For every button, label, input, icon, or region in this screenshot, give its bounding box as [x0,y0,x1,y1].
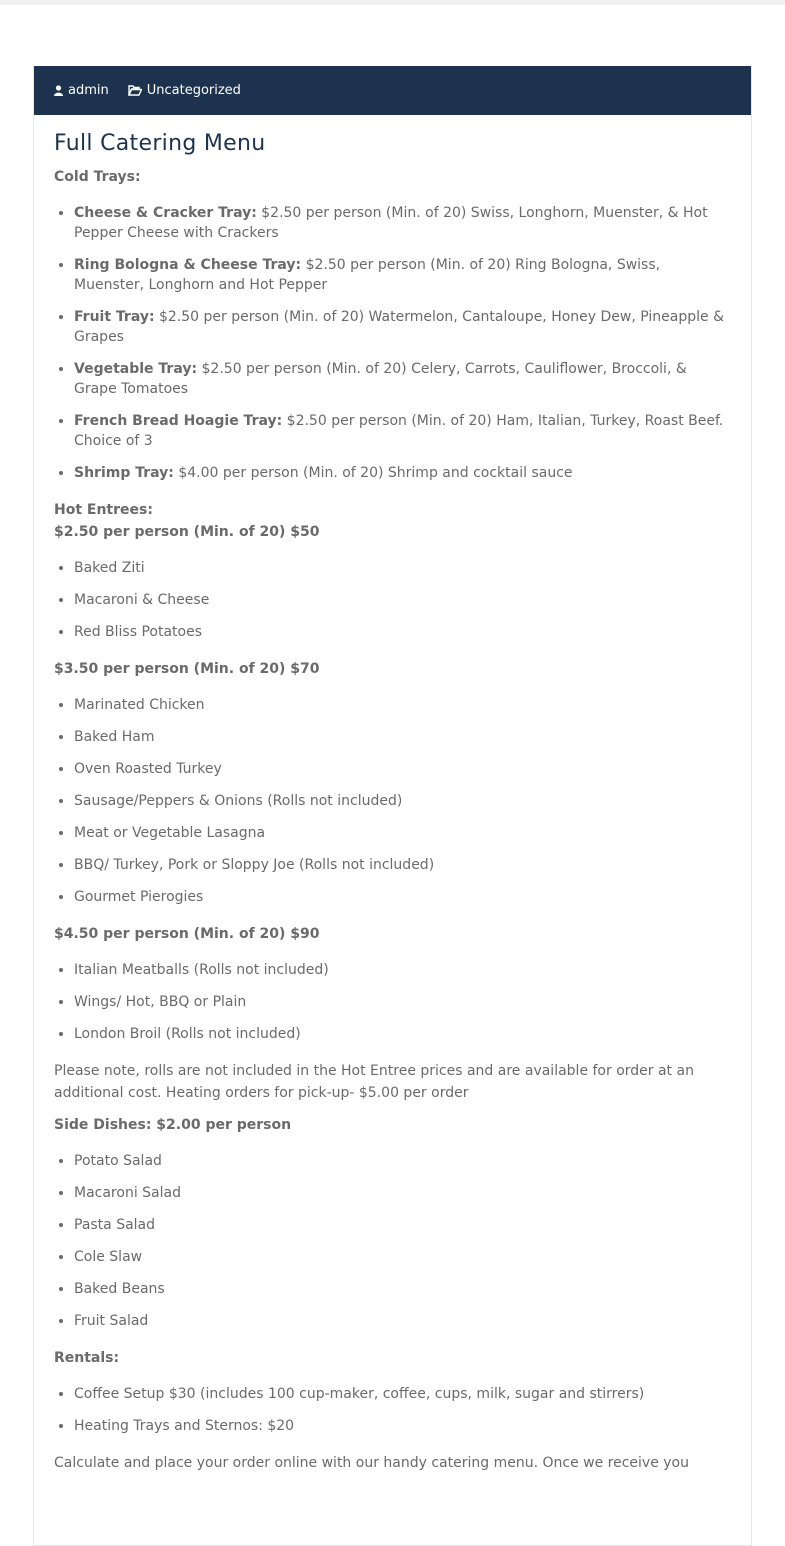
list-item: • Pasta Salad [74,1215,731,1235]
list-item: • BBQ/ Turkey, Pork or Sloppy Joe (Rolls not included) [74,855,731,875]
hot-entrees-tier2-list [54,695,731,907]
list-item: • Marinated Chicken [74,695,731,715]
hot-entrees-tier1-price: $2.50 per person (Min. of 20) $50 [54,524,320,540]
list-item [74,203,731,243]
author-link[interactable] [54,83,109,98]
list-item: • Sausage/Peppers & Onions (Rolls not included) [74,791,731,811]
hot-entrees-tier1-list [54,558,731,642]
list-item: • Wings/ Hot, BBQ or Plain [74,992,731,1012]
list-item: • Red Bliss Potatoes [74,622,731,642]
hot-entrees-tier3-price: $4.50 per person (Min. of 20) $90 [54,926,320,942]
item-desc: $2.50 per person (Min. of 20) Watermelon, Cantaloupe, Honey Dew, Pineapple & Grapes [74,309,724,345]
item-name: Shrimp Tray: [74,465,174,481]
rolls-note: Please note, rolls are not included in the Hot Entree prices and are available for order at an additional cost. Heating orders for pick-up- $5.00 per order [54,1063,694,1101]
list-item [74,411,731,451]
list-item: • Macaroni & Cheese [74,590,731,610]
list-item [74,463,731,483]
user-icon [54,85,63,96]
list-item: • Italian Meatballs (Rolls not included) [74,960,731,980]
list-item: • Oven Roasted Turkey [74,759,731,779]
post-content [34,115,751,1474]
list-item: • Gourmet Pierogies [74,887,731,907]
list-item: • Coffee Setup $30 (includes 100 cup-maker, coffee, cups, milk, sugar and stirrers) [74,1384,731,1404]
cold-trays-heading: Cold Trays: [54,169,141,185]
list-item: • Meat or Vegetable Lasagna [74,823,731,843]
list-item: • London Broil (Rolls not included) [74,1024,731,1044]
list-item: • Baked Beans [74,1279,731,1299]
list-item: • Potato Salad [74,1151,731,1171]
list-item [74,255,731,295]
post-meta-bar [34,66,751,115]
list-item: • Cole Slaw [74,1247,731,1267]
folder-open-icon [128,85,142,96]
order-text: Calculate and place your order online with our handy catering menu. Once we receive you [54,1455,689,1471]
list-item: • Baked Ham [74,727,731,747]
post-title: Full Catering Menu [54,131,266,156]
side-dishes-list [54,1151,731,1331]
list-item: • Fruit Salad [74,1311,731,1331]
category-name: Uncategorized [146,83,241,98]
list-item [74,307,731,347]
post-card [33,66,752,1546]
list-item: • Heating Trays and Sternos: $20 [74,1416,731,1436]
item-name: Fruit Tray: [74,309,155,325]
item-name: Ring Bologna & Cheese Tray: [74,257,302,273]
list-item: • Baked Ziti [74,558,731,578]
item-desc: $2.50 per person (Min. of 20) Ring Bologna, Swiss, Muenster, Longhorn and Hot Pepper [74,257,661,293]
item-desc: $4.00 per person (Min. of 20) Shrimp and cocktail sauce [173,465,573,481]
rentals-list [54,1384,731,1436]
side-dishes-heading: Side Dishes: $2.00 per person [54,1117,292,1133]
item-desc: $2.50 per person (Min. of 20) Celery, Carrots, Cauliflower, Broccoli, & Grape Tomatoes [74,361,687,397]
item-name: French Bread Hoagie Tray: [74,413,283,429]
list-item: • Macaroni Salad [74,1183,731,1203]
hot-entrees-tier3-list [54,960,731,1044]
hot-entrees-tier2-price: $3.50 per person (Min. of 20) $70 [54,661,320,677]
item-desc: $2.50 per person (Min. of 20) Ham, Italian, Turkey, Roast Beef. Choice of 3 [74,413,724,449]
item-name: Cheese & Cracker Tray: [74,205,257,221]
rentals-heading: Rentals: [54,1350,120,1366]
hot-entrees-heading: Hot Entrees: [54,502,153,518]
item-name: Vegetable Tray: [74,361,198,377]
list-item [74,359,731,399]
top-border [0,0,785,5]
author-name: admin [68,83,109,98]
item-desc: $2.50 per person (Min. of 20) Swiss, Longhorn, Muenster, & Hot Pepper Cheese with Crackers [74,205,708,241]
category-link[interactable] [128,83,241,98]
cold-trays-list [54,203,731,483]
